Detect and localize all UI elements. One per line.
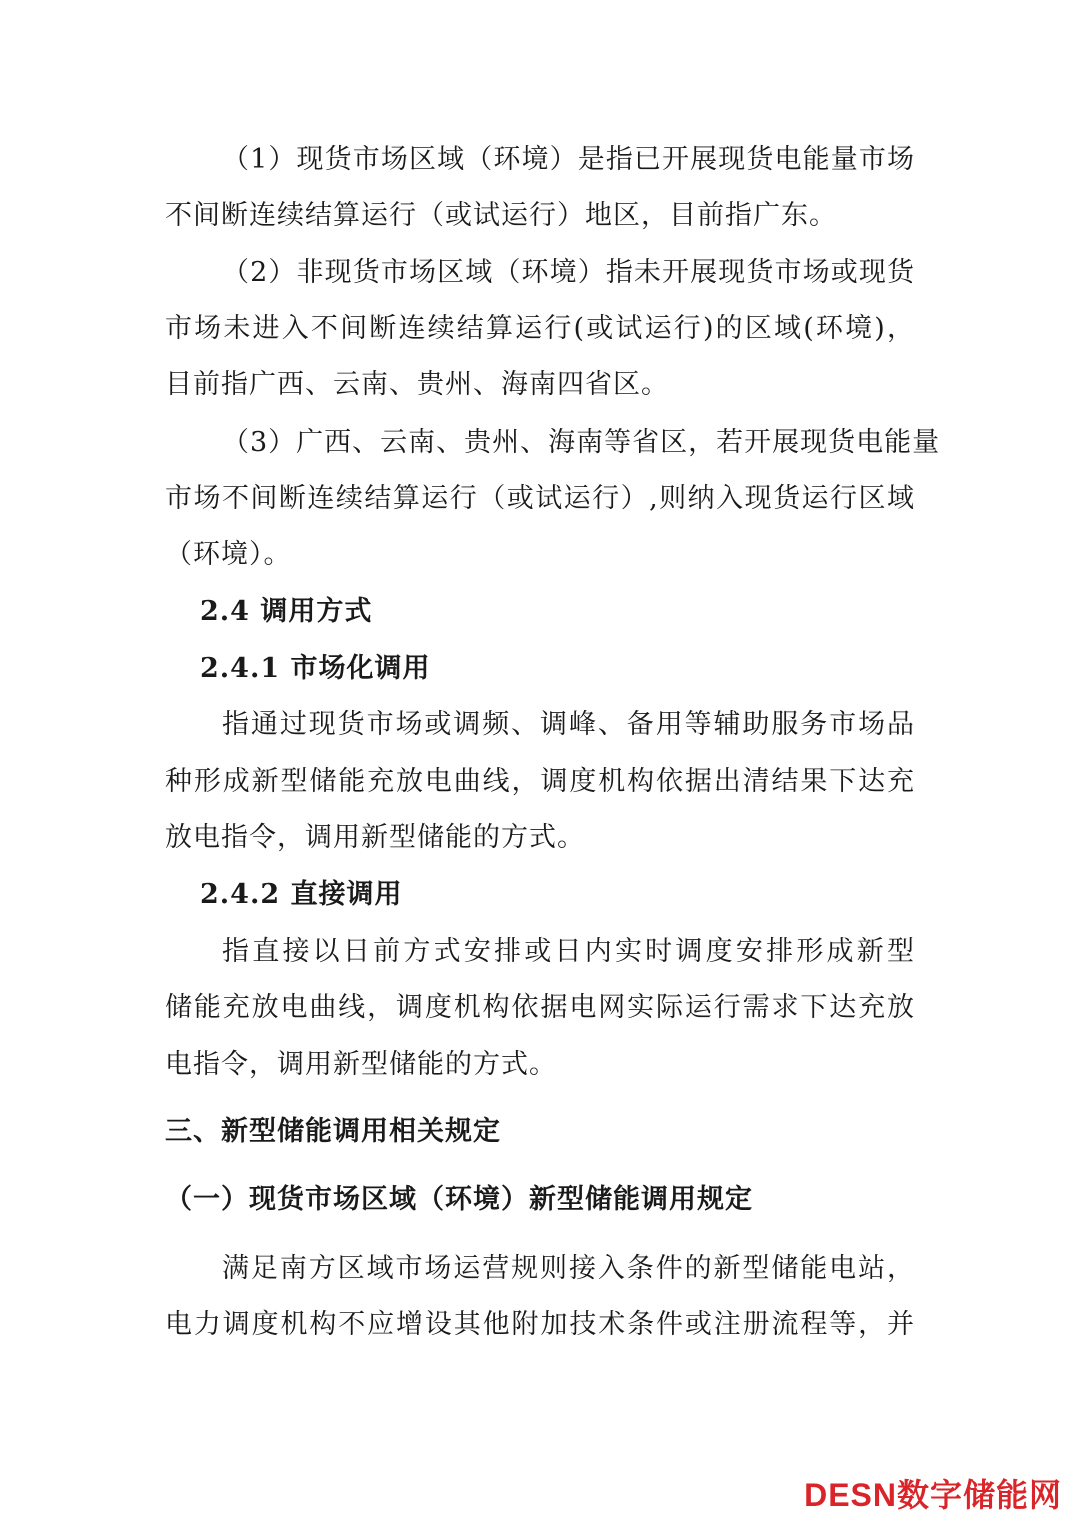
paragraph-2-line-2: 市场未进入不间断连续结算运行(或试运行)的区域(环境)， <box>165 313 915 344</box>
watermark-logo: DESN数字储能网 <box>804 1477 1062 1513</box>
section-heading-2-4-1: 2.4.1 市场化调用 <box>200 653 431 684</box>
paragraph-5-line-2: 储能充放电曲线，调度机构依据电网实际运行需求下达充放 <box>165 992 915 1023</box>
section-heading-2-4-2: 2.4.2 直接调用 <box>200 879 403 910</box>
paragraph-6-line-2: 电力调度机构不应增设其他附加技术条件或注册流程等，并 <box>165 1309 915 1340</box>
chapter-heading-3: 三、新型储能调用相关规定 <box>165 1116 501 1147</box>
paragraph-1-line-1: （1）现货市场区域（环境）是指已开展现货电能量市场 <box>222 144 915 175</box>
paragraph-6-line-1: 满足南方区域市场运营规则接入条件的新型储能电站， <box>222 1253 915 1284</box>
paragraph-5-line-3: 电指令，调用新型储能的方式。 <box>165 1049 557 1080</box>
paragraph-2-line-3: 目前指广西、云南、贵州、海南四省区。 <box>165 369 669 400</box>
paragraph-3-line-2: 市场不间断连续结算运行（或试运行）,则纳入现货运行区域 <box>165 483 915 514</box>
paragraph-3-line-1: （3）广西、云南、贵州、海南等省区，若开展现货电能量 <box>222 427 941 458</box>
section-heading-2-4: 2.4 调用方式 <box>200 596 373 627</box>
paragraph-4-line-1: 指通过现货市场或调频、调峰、备用等辅助服务市场品 <box>222 709 915 740</box>
paragraph-2-line-1: （2）非现货市场区域（环境）指未开展现货市场或现货 <box>222 257 915 288</box>
subsection-heading-3-1: （一）现货市场区域（环境）新型储能调用规定 <box>165 1184 753 1215</box>
paragraph-1-line-2: 不间断连续结算运行（或试运行）地区，目前指广东。 <box>165 200 837 231</box>
paragraph-5-line-1: 指直接以日前方式安排或日内实时调度安排形成新型 <box>222 936 915 967</box>
paragraph-4-line-2: 种形成新型储能充放电曲线，调度机构依据出清结果下达充 <box>165 766 915 797</box>
paragraph-3-line-3: （环境）。 <box>165 539 292 570</box>
paragraph-4-line-3: 放电指令，调用新型储能的方式。 <box>165 822 585 853</box>
